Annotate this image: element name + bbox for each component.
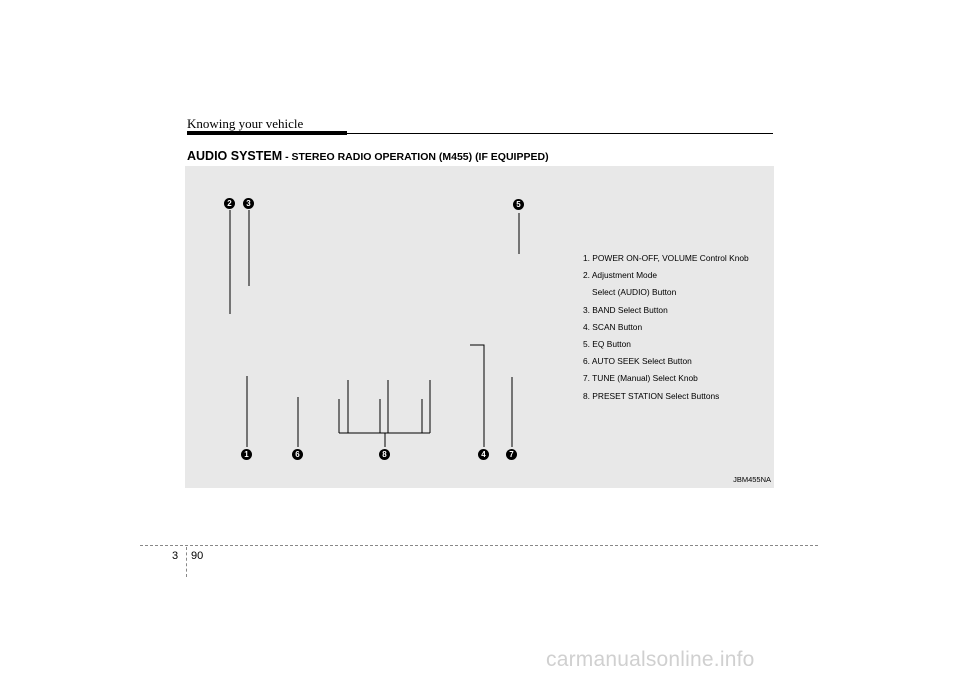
chapter-number: 3	[172, 550, 179, 562]
callout-8: 8	[379, 449, 390, 460]
legend-item: 3. BAND Select Button	[583, 304, 668, 315]
callout-6: 6	[292, 449, 303, 460]
section-title-sub: - STEREO RADIO OPERATION (M455) (IF EQUIPPED)	[282, 151, 549, 163]
footer-divider	[186, 547, 187, 577]
legend-item: 1. POWER ON-OFF, VOLUME Control Knob	[583, 253, 749, 263]
legend-item: 7. TUNE (Manual) Select Knob	[583, 373, 698, 384]
legend	[583, 250, 773, 405]
legend-item: Select (AUDIO) Button	[592, 287, 677, 298]
legend-item: 2. Adjustment Mode	[583, 270, 658, 281]
watermark: carmanualsonline.info	[546, 648, 755, 671]
legend-item: 5. EQ Button	[583, 339, 631, 350]
callout-7: 7	[506, 449, 517, 460]
callout-1: 1	[241, 449, 252, 460]
callout-2: 2	[224, 198, 235, 209]
section-title-main: AUDIO SYSTEM	[187, 149, 283, 163]
header-rule	[187, 133, 773, 134]
callout-5: 5	[513, 199, 524, 210]
section-title	[187, 147, 549, 165]
footer-rule	[140, 545, 818, 546]
legend-item: 8. PRESET STATION Select Buttons	[583, 390, 720, 401]
audio-diagram	[185, 166, 774, 488]
running-header: Knowing your vehicle	[187, 116, 304, 131]
page-number: 90	[191, 550, 204, 562]
legend-item: 6. AUTO SEEK Select Button	[583, 356, 692, 367]
leader-4	[470, 345, 484, 447]
callout-4: 4	[478, 449, 489, 460]
figure-code: JBM455NA	[733, 475, 771, 484]
callout-3: 3	[243, 198, 254, 209]
legend-item: 4. SCAN Button	[583, 321, 643, 332]
